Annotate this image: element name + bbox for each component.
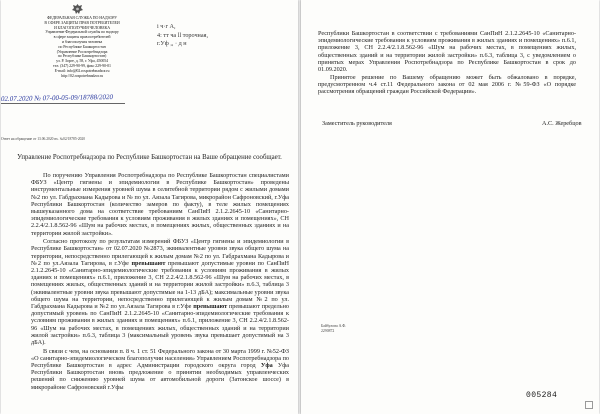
handwritten-date-number: 02.07.2020 № 07-00-05-09/18788/2020	[1, 93, 114, 103]
paragraph-text: Уфа Республики Башкортостан вновь предложение о принятии необходимых управленческих решений по снижению уровней шума от автомобильной дороги (Затонское шоссе) в микрорайоне Сафроновский г.Уфы	[31, 362, 290, 391]
reply-reference: Ответ на обращение от 13.06.2020 вх. №02/18785-2020	[1, 137, 86, 141]
org-line: (Управление Роспотребнадзора	[56, 49, 108, 54]
paragraph-text: Согласно протоколу по результатам измерений ФБУЗ «Центр гигиены и эпидемиологии в Республике Башкортостан» от 02.07.2020 №2873, эквивалентные уровни звука общего шума на территории, непосредственно прилегающей к жилым домам №2 по ул. Габдрахмана Кадырова и №2 по ул.Аязала Тагирова, в г.Уфе	[31, 238, 289, 267]
org-line: по Республике Башкортостан)	[57, 54, 107, 59]
paragraph-text: В связи с чем, на основании п. 8 ч. 1 ст. 51 Федерального закона от 30 марта 1999 г. №52-ФЗ «О санитарно-эпидемиологическом благополучии населения» Управлением Роспотребнадзора по Республике Башкортостан в адрес Администрации городского округа город	[31, 347, 289, 370]
paragraph-text: превышают предельно допустимый уровень по СанПиН 2.1.2.2645-10 «Санитарно-эпидемиологические требования к условиям проживания в жилых зданиях и помещениях» п.6.1, приложение 3, СН 2.2.4/2.1.8.562-96 «Шум на рабочих местах, в помещениях жилых, общественных зданий и на территории жилой застройки» п.6.3, таблица 3 (максимальный уровень звука превышает допустимый на 3 дБА).	[31, 303, 289, 347]
paragraph	[31, 238, 289, 346]
org-line: E-mail: info@02.rospotrebnadzor.ru	[54, 68, 110, 73]
addressee-line: г.Уф ,, · д н	[157, 40, 187, 47]
corner-mark-icon	[585, 401, 593, 409]
bold-word: Уфа	[260, 362, 273, 370]
bold-word: превышают	[131, 259, 166, 267]
executor-phone: 2290872	[321, 329, 335, 333]
paragraph-text: превышают допустимые уровни по СанПиН 2.1.2.2645-10 «Санитарно-эпидемиологические требования к условиям проживания в жилых зданиях и помещениях» п.6.1, приложение 3, СН 2.2.4/2.1.8.562-96 «Шум на рабочих местах, в помещениях жилых, общественных зданий и на территории жилой застройки» п.6.3, таблица 3 (эквивалентные уровни звука превышают допустимые на 1-13 дБА); максимальные уровни звука общего шума на территории, непосредственно прилегающей к жилым домам №2 по ул. Габдрахмана Кадырова и №2 по ул.Аязала Тагирова в г.Уфе	[31, 259, 290, 311]
addressee-line: 4: тт чa ll торочная,	[157, 31, 209, 39]
signatory-name: А.С. Жеребцов	[542, 120, 582, 127]
org-line: http://02.rospotrebnadzor.ru	[61, 73, 103, 78]
org-line: в сфере защиты прав потребителей	[53, 35, 111, 40]
org-line: В СФЕРЕ ЗАЩИТЫ ПРАВ ПОТРЕБИТЕЛЕЙ	[44, 20, 120, 25]
addressee-line: і ч·г А,	[157, 23, 176, 30]
signatory-role: Заместитель руководителя	[322, 120, 392, 127]
org-line: тел. (347) 229-90-99, факс 229-90-01	[53, 63, 111, 68]
org-line: ФЕДЕРАЛЬНАЯ СЛУЖБА ПО НАДЗОРУ	[47, 16, 117, 20]
executor-info	[321, 324, 346, 334]
org-line: по Республике Башкортостан	[58, 44, 106, 49]
document-number: 005284	[526, 391, 558, 400]
org-line: Управление Федеральной службы по надзору	[45, 30, 119, 35]
letter-body-continued	[318, 30, 576, 96]
paragraph	[31, 348, 289, 391]
letter-body	[31, 172, 289, 392]
paragraph: Республики Башкортостан в соответствии с требованиями СанПиН 2.1.2.2645-10 «Санитарно-эпидемиологические требования к условиям проживания в жилых зданиях и помещениях» п.6.1, приложение 3, СН 2.2.4/2.1.8.562-96 «Шум на рабочих местах, в помещениях жилых, общественных зданий и на территории жилой застройки» п.6.3, таблица 3, с уведомлением о принятых мерах Управления Роспотребнадзора по Республике Башкортостан в срок до 01.09.2020.	[318, 30, 576, 74]
org-line: ул. Р. Зорге, д. 58, г. Уфа, 450054	[56, 59, 108, 64]
paragraph: Принятое решение по Вашему обращению может быть обжаловано в порядке, предусмотренном ч.4 ст.11 Федерального закона от 02 мая 2006 г. №59-ФЗ «О порядке рассмотрения обращений граждан Российской Федерации».	[318, 74, 576, 96]
paragraph: По поручению Управления Роспотребнадзора по Республике Башкортостан специалистами ФБУЗ «Центр гигиены и эпидемиологии в Республике Башкортостан» проведены инструментальные измерения уровней шума в селитебной территории рядом с жилыми домами №2 по ул. Габдрахмана Кадырова и № по ул. Аязала Тагирова, микрорайон Сафроновский, г.Уфа Республики Башкортостан (количество замеров по факту), в теле жилых помещениях вышеуказанного дома на соответствие требованиям СанПиН 2.1.2.2645-10 «Санитарно-эпидемиологические требования к условиям проживания в жилых зданиях и помещениях», СН 2.2.4/2.1.8.562-96 «Шум на рабочих местах, в помещениях жилых, общественных зданиях и на территории жилой застройки».	[31, 172, 289, 237]
letter-title: Управление Роспотребнадзора по Республике Башкортостан на Ваше обращение сообщает.	[17, 154, 282, 161]
addressee-block	[157, 23, 287, 49]
coat-of-arms-icon	[71, 3, 84, 15]
organization-header	[32, 16, 132, 78]
org-line: И БЛАГОПОЛУЧИЯ ЧЕЛОВЕКА	[53, 25, 111, 30]
org-line: и благополучия человека	[61, 39, 103, 44]
executor-name: Байбулова А.Ф.	[321, 324, 347, 328]
date-rule	[1, 103, 125, 104]
letter-page-1	[1, 0, 298, 414]
bold-word: превышают	[193, 303, 228, 311]
